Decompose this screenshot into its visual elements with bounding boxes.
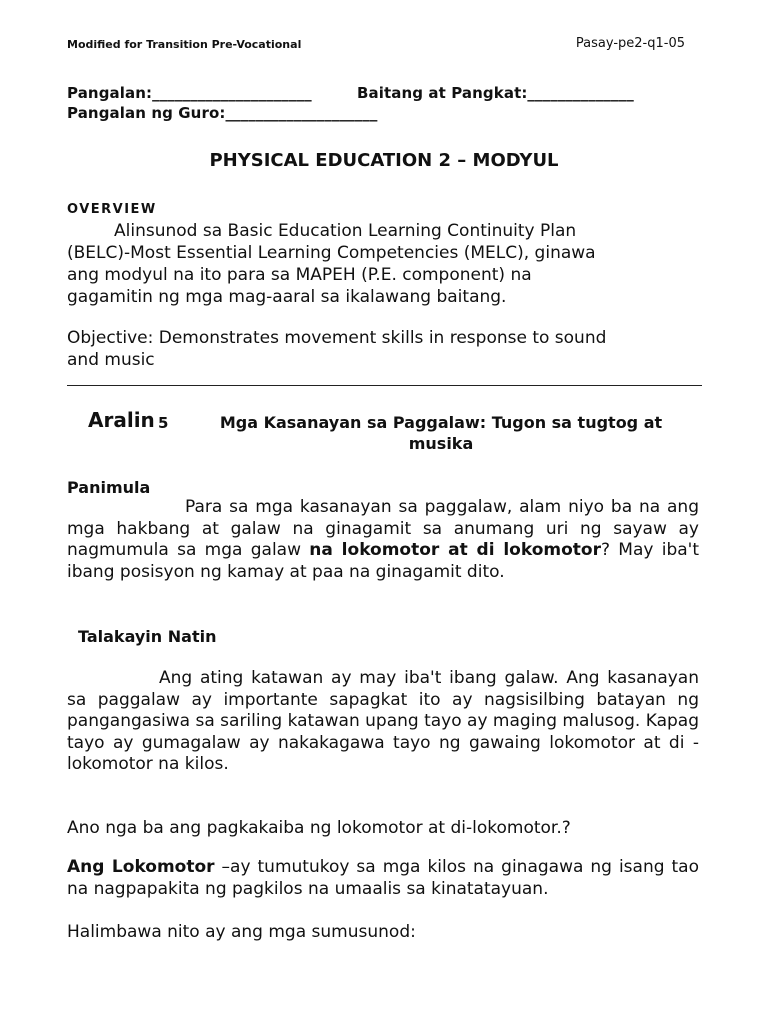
overview-heading: OVERVIEW (67, 202, 157, 217)
overview-line-4: gagamitin ng mga mag-aaral sa ikalawang baitang. (67, 287, 507, 307)
panimula-paragraph (67, 497, 699, 583)
document-code: Pasay-pe2-q1-05 (575, 36, 685, 51)
talakayin-paragraph: Ang ating katawan ay may iba't ibang galaw. Ang kasanayan sa paggalaw ay importante sapagkat ito ay nagsisilbing batayan ng pangangasiwa sa sariling katawan upang tayo ay maging malusog. Kapag tayo ay gumagalaw ay nakakagawa tayo ng gawaing lokomotor at di -lokomotor na kilos. (67, 668, 699, 775)
question-line: Ano nga ba ang pagkakaiba ng lokomotor at di-lokomotor.? (67, 818, 571, 838)
module-title: PHYSICAL EDUCATION 2 – MODYUL (209, 150, 559, 171)
lokomotor-text: –ay tumutukoy sa mga kilos na ginagawa ng isang tao na nagpapakita ng pagkilos na umaalis sa kinatatayuan. (67, 857, 699, 899)
section-divider (67, 385, 702, 386)
objective-line-2: and music (67, 350, 155, 370)
talakayin-heading: Talakayin Natin (78, 627, 217, 646)
lesson-title: Mga Kasanayan sa Paggalaw: Tugon sa tugtog at musika (219, 413, 663, 453)
lokomotor-term: Ang Lokomotor (67, 857, 215, 877)
panimula-text: Para sa mga kasanayan sa paggalaw, alam niyo ba na ang mga hakbang at galaw na ginagamit sa anumang uri ng sayaw ay nagmumula sa mga galaw (67, 497, 699, 561)
example-line: Halimbawa nito ay ang mga sumusunod: (67, 922, 416, 942)
panimula-heading: Panimula (67, 478, 151, 497)
overview-line-1: Alinsunod sa Basic Education Learning Continuity Plan (114, 221, 577, 241)
lokomotor-definition (67, 857, 699, 900)
overview-line-3: ang modyul na ito para sa MAPEH (P.E. component) na (67, 265, 532, 285)
objective-line-1: Objective: Demonstrates movement skills in response to sound (67, 328, 607, 348)
grade-section-field: Baitang at Pangkat:______________ (357, 84, 634, 102)
header-note: Modified for Transition Pre-Vocational (67, 38, 302, 51)
panimula-bold-term: na lokomotor at di lokomotor (309, 540, 601, 561)
aralin-number: 5 (158, 414, 169, 432)
name-field: Pangalan:_____________________ (67, 84, 312, 102)
panimula-text-end: ? May iba't ibang posisyon ng kamay at paa na ginagamit dito. (67, 540, 700, 582)
aralin-label: Aralin (88, 408, 155, 432)
teacher-field: Pangalan ng Guro:____________________ (67, 104, 378, 122)
overview-line-2: (BELC)-Most Essential Learning Competencies (MELC), ginawa (67, 243, 596, 263)
